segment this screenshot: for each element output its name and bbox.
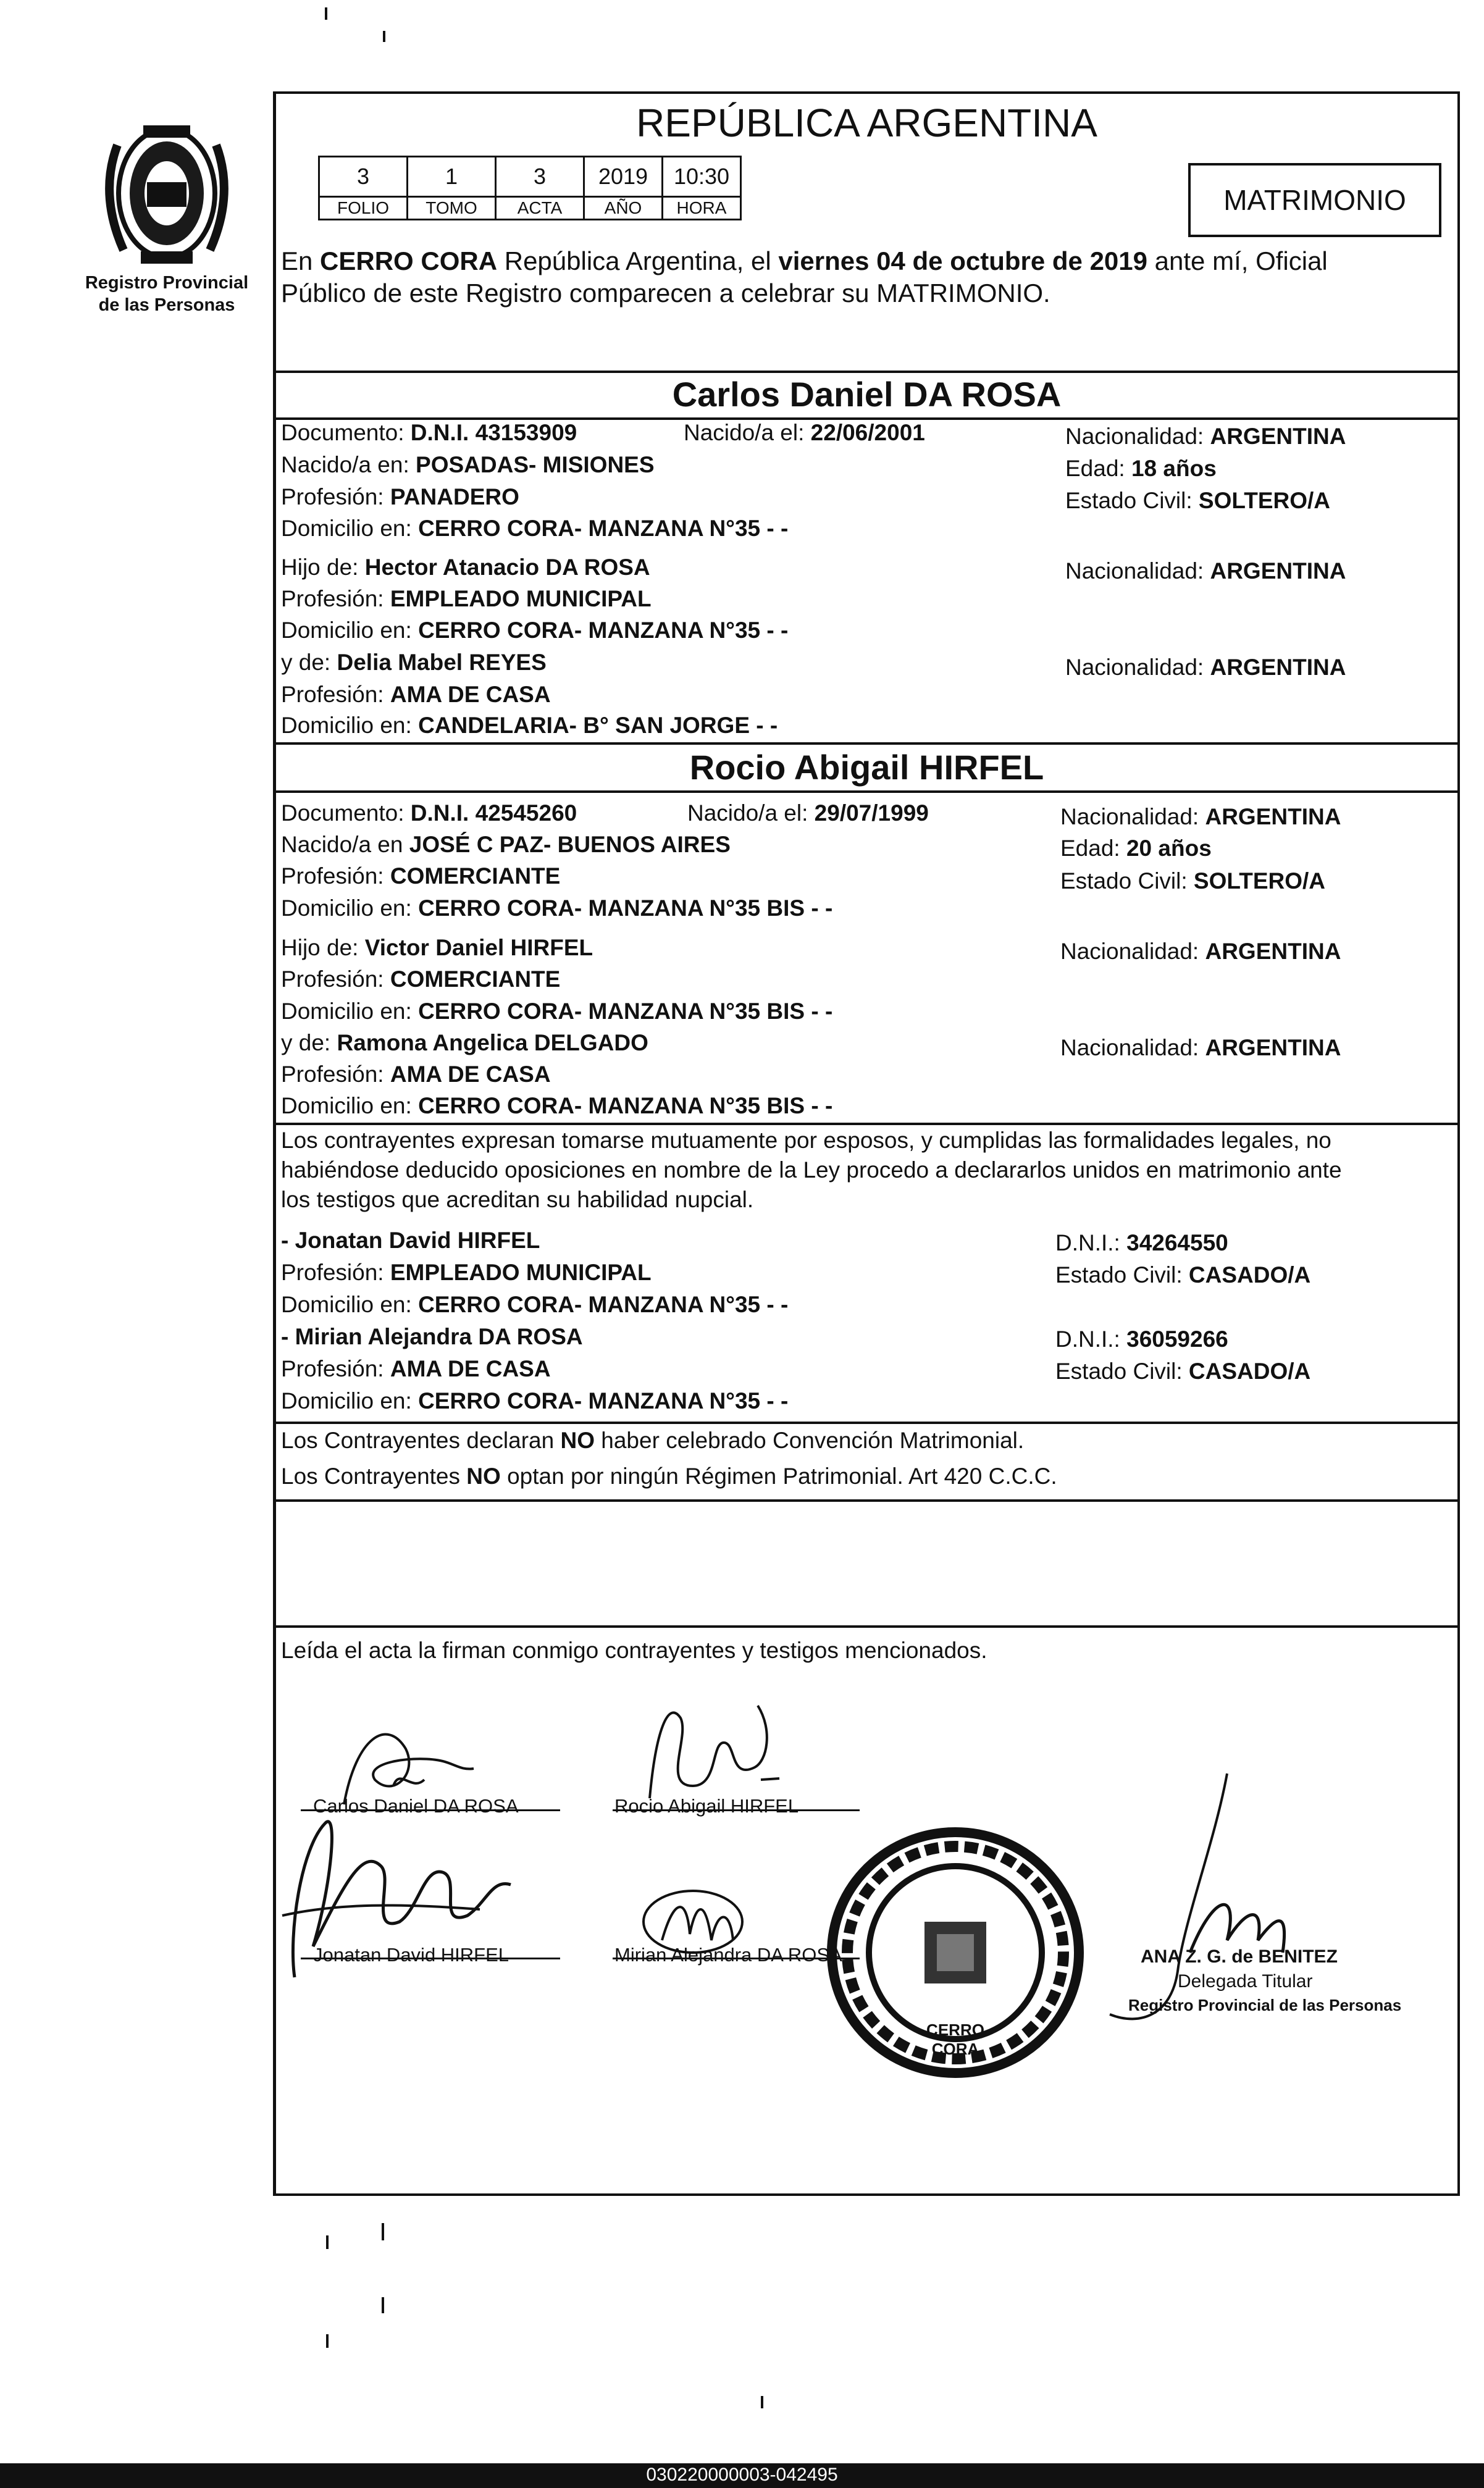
party2-age: Edad: 20 años [1060,836,1212,861]
party2-nationality: Nacionalidad: ARGENTINA [1060,804,1341,829]
witness-2-profession: Profesión: AMA DE CASA [281,1356,551,1381]
acta-value: 3 [496,157,584,197]
witness-1-dni: D.N.I.: 34264550 [1055,1230,1228,1255]
seal-place-text: CERRO CORA [926,2021,984,2058]
party1-name: Carlos Daniel DA ROSA [672,375,1062,414]
witness-1-name: - Jonatan David HIRFEL [281,1228,540,1253]
registry-name-line1: Registro Provincial [85,273,249,293]
party2-mother-address: Domicilio en: CERRO CORA- MANZANA N°35 BIS - - [281,1093,833,1118]
party2-mother-profession: Profesión: AMA DE CASA [281,1062,551,1087]
signature-name-4: Mirian Alejandra DA ROSA [614,1944,842,1966]
hour-caption: HORA [663,197,741,220]
official-signature [1104,1767,1425,2033]
party1-profession: Profesión: PANADERO [281,484,519,509]
year-value: 2019 [584,157,663,197]
tomo-value: 1 [408,157,496,197]
acta-caption: ACTA [496,197,584,220]
record-table [318,156,742,220]
declaration-line-1: Los contrayentes expresan tomarse mutuamente por esposos, y cumplidas las formalidades legales, no [281,1128,1331,1153]
province-seal-icon [74,108,259,275]
party1-address: Domicilio en: CERRO CORA- MANZANA N°35 - - [281,516,789,541]
party1-father-address: Domicilio en: CERRO CORA- MANZANA N°35 - - [281,618,789,643]
year-caption: AÑO [584,197,663,220]
signature-name-1: Carlos Daniel DA ROSA [313,1795,519,1817]
signature-scribble [631,1693,792,1811]
party1-age: Edad: 18 años [1065,456,1217,481]
party2-mother: y de: Ramona Angelica DELGADO [281,1030,648,1055]
registry-logo [74,108,259,275]
party2-born-on: Nacido/a el: 29/07/1999 [687,800,929,826]
party2-born-in: Nacido/a en JOSÉ C PAZ- BUENOS AIRES [281,832,731,857]
folio-value: 3 [319,157,408,197]
party1-father-profession: Profesión: EMPLEADO MUNICIPAL [281,586,652,611]
party2-father-profession: Profesión: COMERCIANTE [281,966,561,992]
party1-mother-address: Domicilio en: CANDELARIA- B° SAN JORGE - - [281,713,778,738]
official-seal [820,1823,1091,2082]
party1-father-nationality: Nacionalidad: ARGENTINA [1065,558,1346,584]
official-office: Registro Provincial de las Personas [1128,1996,1402,2014]
witness-2-address: Domicilio en: CERRO CORA- MANZANA N°35 - - [281,1388,789,1414]
party2-father: Hijo de: Victor Daniel HIRFEL [281,935,593,960]
party1-father: Hijo de: Hector Atanacio DA ROSA [281,555,650,580]
intro-line-1: En CERRO CORA República Argentina, el viernes 04 de octubre de 2019 ante mí, Oficial [281,246,1328,275]
page-title: REPÚBLICA ARGENTINA [636,101,1097,145]
regime-line-1: Los Contrayentes declaran NO haber celebrado Convención Matrimonial. [281,1428,1025,1453]
registry-name-line2: de las Personas [98,295,235,315]
signature-name-3: Jonatan David HIRFEL [313,1944,509,1966]
party2-document: Documento: D.N.I. 42545260 [281,800,577,826]
party2-father-address: Domicilio en: CERRO CORA- MANZANA N°35 BIS - - [281,999,833,1024]
witness-2-name: - Mirian Alejandra DA ROSA [281,1324,583,1349]
party1-mother: y de: Delia Mabel REYES [281,650,547,675]
hour-value: 10:30 [663,157,741,197]
party1-mother-profession: Profesión: AMA DE CASA [281,682,551,707]
folio-caption: FOLIO [319,197,408,220]
witness-1-profession: Profesión: EMPLEADO MUNICIPAL [281,1260,652,1285]
witness-1-address: Domicilio en: CERRO CORA- MANZANA N°35 - - [281,1292,789,1317]
party2-mother-nationality: Nacionalidad: ARGENTINA [1060,1035,1341,1060]
official-name: ANA Z. G. de BENITEZ [1141,1946,1338,1967]
witness-2-dni: D.N.I.: 36059266 [1055,1326,1228,1352]
party2-civil-status: Estado Civil: SOLTERO/A [1060,868,1326,894]
signature-name-2: Rocio Abigail HIRFEL [614,1795,799,1817]
party1-born-in: Nacido/a en: POSADAS- MISIONES [281,452,655,477]
party1-mother-nationality: Nacionalidad: ARGENTINA [1065,655,1346,680]
declaration-line-2: habiéndose deducido oposiciones en nombre de la Ley procedo a declararlos unidos en matrimonio ante [281,1157,1342,1183]
witness-2-civil-status: Estado Civil: CASADO/A [1055,1359,1311,1384]
party2-name: Rocio Abigail HIRFEL [689,748,1044,787]
closing-text: Leída el acta la firman conmigo contrayentes y testigos mencionados. [281,1638,987,1663]
witness-1-civil-status: Estado Civil: CASADO/A [1055,1262,1311,1288]
certificate-type-box: MATRIMONIO [1188,163,1441,237]
tomo-caption: TOMO [408,197,496,220]
official-title: Delegada Titular [1178,1971,1313,1992]
party2-address: Domicilio en: CERRO CORA- MANZANA N°35 BIS - - [281,895,833,921]
intro-line-2: Público de este Registro comparecen a celebrar su MATRIMONIO. [281,279,1050,308]
party1-nationality: Nacionalidad: ARGENTINA [1065,424,1346,449]
regime-line-2: Los Contrayentes NO optan por ningún Régimen Patrimonial. Art 420 C.C.C. [281,1464,1057,1489]
declaration-line-3: los testigos que acreditan su habilidad nupcial. [281,1187,754,1212]
party1-civil-status: Estado Civil: SOLTERO/A [1065,488,1331,513]
document-code: 030220000003-042495 [646,2465,838,2485]
party1-born-on: Nacido/a el: 22/06/2001 [684,420,925,445]
party2-father-nationality: Nacionalidad: ARGENTINA [1060,939,1341,964]
certificate-frame [273,91,1460,2196]
party2-profession: Profesión: COMERCIANTE [281,863,561,889]
party1-document: Documento: D.N.I. 43153909 [281,420,577,445]
